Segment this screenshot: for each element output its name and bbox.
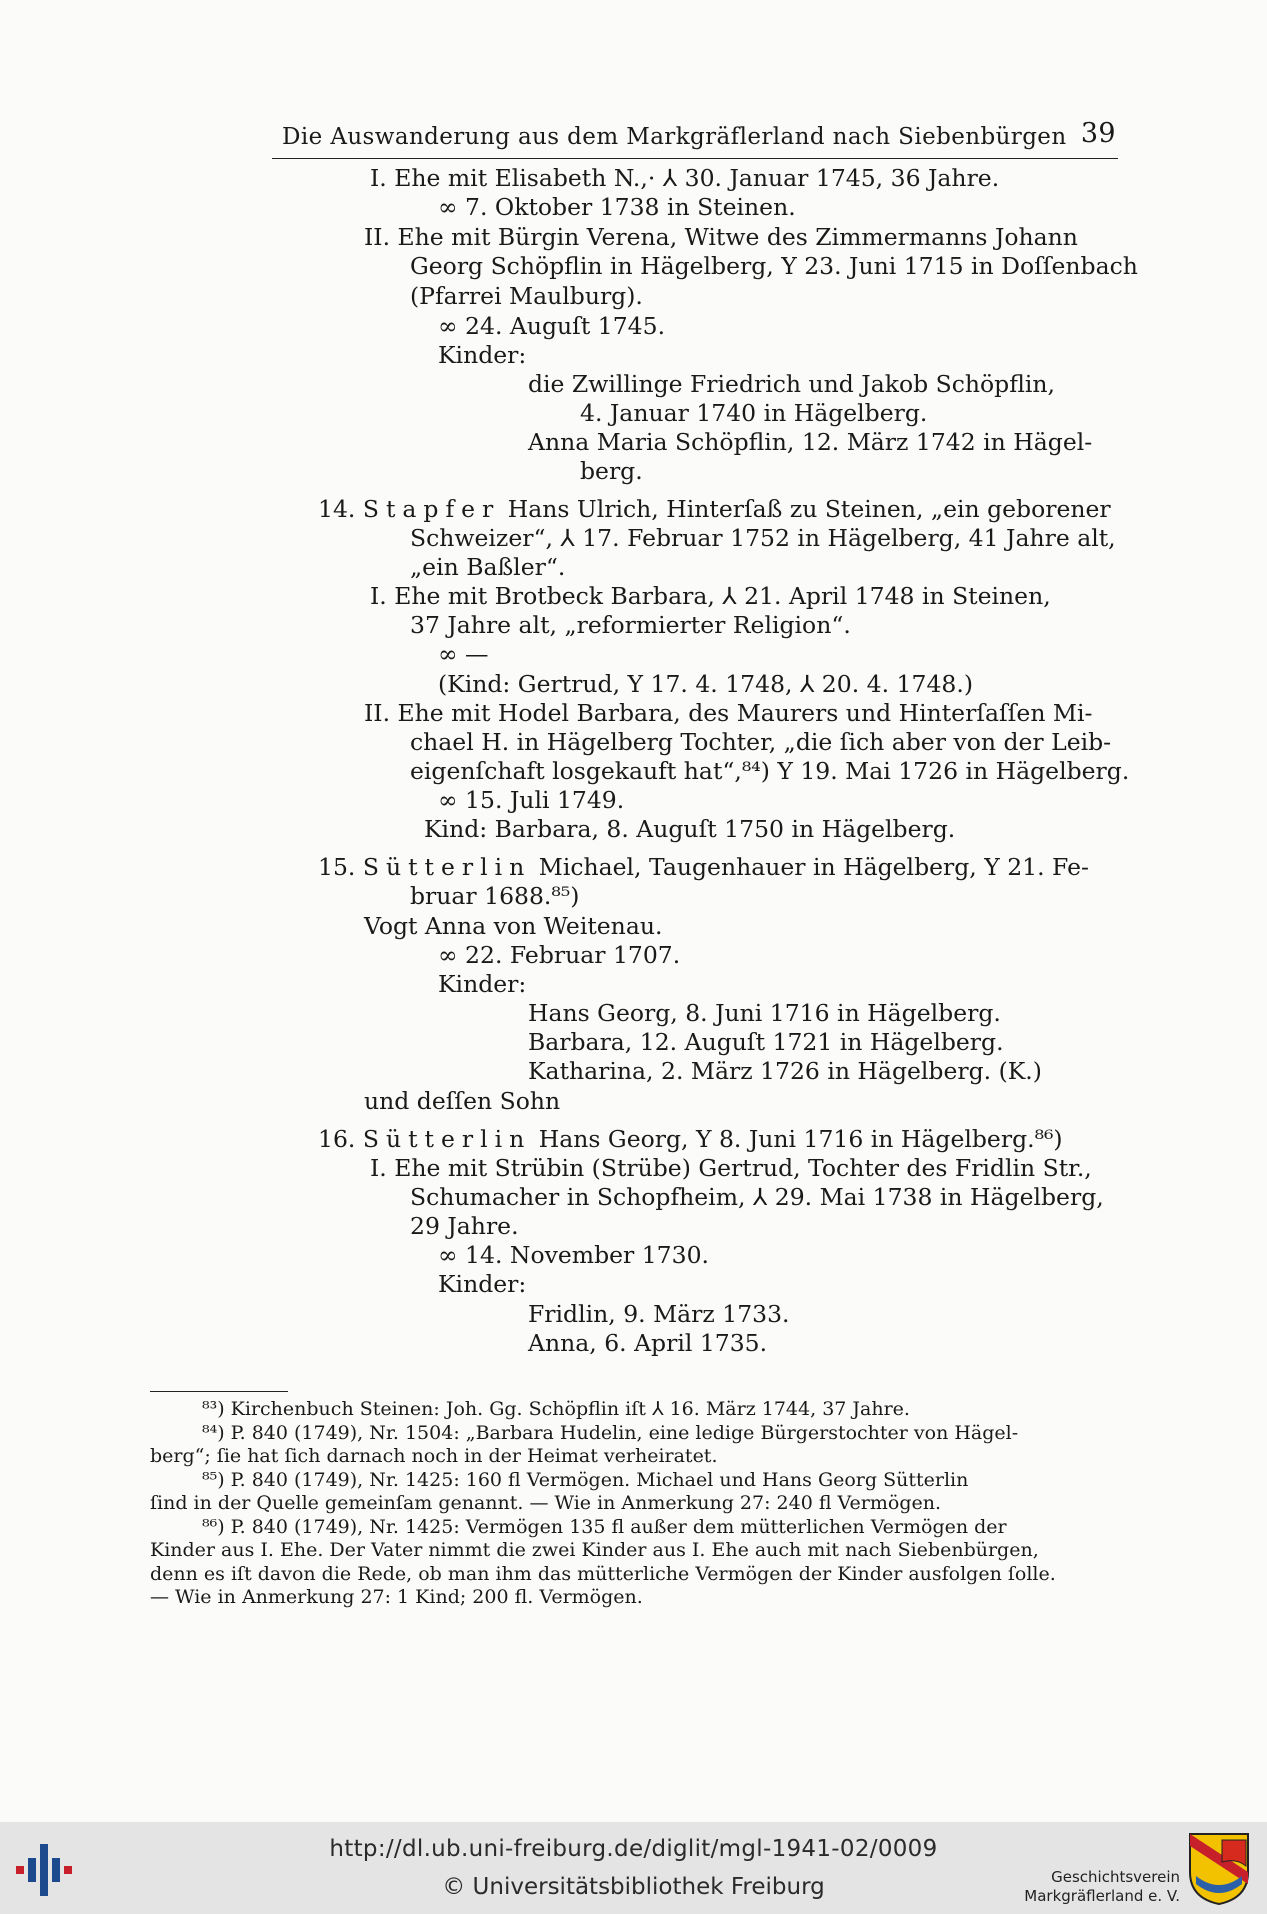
footnote-line: denn es iſt davon die Rede, ob man ihm das mütterliche Vermögen der Kinder ausfolgen ſolle. — [150, 1563, 1056, 1585]
text-line: Kinder: — [438, 1270, 527, 1298]
text-line: chael H. in Hägelberg Tochter, „die ſich aber von der Leib- — [410, 728, 1112, 756]
running-title: Die Auswanderung aus dem Markgräflerland nach Siebenbürgen — [282, 124, 1067, 150]
text-line: (Kind: Gertrud, Y 17. 4. 1748, ⅄ 20. 4. 1748.) — [438, 670, 973, 698]
footnote-line: — Wie in Anmerkung 27: 1 Kind; 200 fl. Vermögen. — [150, 1586, 643, 1608]
markgraeflerland-crest-icon[interactable] — [1188, 1832, 1250, 1906]
text-line: Barbara, 12. Auguſt 1721 in Hägelberg. — [528, 1028, 1004, 1056]
text-line: I. Ehe mit Strübin (Strübe) Gertrud, Tochter des Fridlin Str., — [370, 1154, 1092, 1182]
text-line: II. Ehe mit Hodel Barbara, des Maurers und Hinterſaſſen Mi- — [364, 699, 1093, 727]
spaced-surname: Sütterlin — [362, 853, 532, 881]
document-url-link[interactable]: http://dl.ub.uni-freiburg.de/diglit/mgl-1941-02/0009 — [329, 1836, 938, 1862]
text-line: I. Ehe mit Brotbeck Barbara, ⅄ 21. April 1748 in Steinen, — [370, 582, 1051, 610]
organization-line-2: Markgräflerland e. V. — [1024, 1887, 1180, 1905]
text-line: (Pfarrei Maulburg). — [410, 282, 643, 310]
text-line: ∞ 22. Februar 1707. — [438, 941, 681, 969]
text-line: I. Ehe mit Elisabeth N.,· ⅄ 30. Januar 1745, 36 Jahre. — [370, 164, 1000, 192]
text-line: Katharina, 2. März 1726 in Hägelberg. (K.) — [528, 1057, 1042, 1085]
text-line: II. Ehe mit Bürgin Verena, Witwe des Zimmermanns Johann — [364, 223, 1078, 251]
text-line: Anna, 6. April 1735. — [528, 1329, 768, 1357]
footnote-line: Kinder aus I. Ehe. Der Vater nimmt die zwei Kinder aus I. Ehe auch mit nach Siebenbürgen, — [150, 1539, 1039, 1561]
text-line: ∞ 7. Oktober 1738 in Steinen. — [438, 193, 796, 221]
text-line: und deſſen Sohn — [364, 1087, 561, 1115]
page-number: 39 — [1080, 118, 1116, 149]
footnote-line: ⁸⁶) P. 840 (1749), Nr. 1425: Vermögen 135 fl außer dem mütterlichen Vermögen der — [202, 1516, 1007, 1538]
footnote-line: ſind in der Quelle gemeinſam genannt. — Wie in Anmerkung 27: 240 fl Vermögen. — [150, 1492, 941, 1514]
footnote-line: berg“; ſie hat ſich darnach noch in der Heimat verheiratet. — [150, 1445, 718, 1467]
text-line: ∞ 24. Auguſt 1745. — [438, 312, 666, 340]
text-line: 16. Sütterlin Hans Georg, Y 8. Juni 1716 in Hägelberg.⁸⁶) — [318, 1125, 1063, 1153]
running-head — [272, 118, 1118, 159]
text-line: 37 Jahre alt, „reformierter Religion“. — [410, 611, 851, 639]
text-line: 15. Sütterlin Michael, Taugenhauer in Hägelberg, Y 21. Fe- — [318, 853, 1089, 881]
footnote-line: ⁸³) Kirchenbuch Steinen: Joh. Gg. Schöpflin iſt ⅄ 16. März 1744, 37 Jahre. — [202, 1398, 910, 1420]
text-line: Anna Maria Schöpflin, 12. März 1742 in Hägel- — [528, 428, 1093, 456]
copyright-notice: © Universitätsbibliothek Freiburg — [442, 1874, 825, 1900]
text-line: Schumacher in Schopfheim, ⅄ 29. Mai 1738 in Hägelberg, — [410, 1183, 1104, 1211]
text-line: bruar 1688.⁸⁵) — [410, 882, 580, 910]
text-line: 29 Jahre. — [410, 1212, 519, 1240]
text-line: Kinder: — [438, 341, 527, 369]
text-line: Schweizer“, ⅄ 17. Februar 1752 in Hägelberg, 41 Jahre alt, — [410, 524, 1116, 552]
footnote-rule — [150, 1391, 288, 1392]
text-line: ∞ 15. Juli 1749. — [438, 786, 625, 814]
footnote-line: ⁸⁵) P. 840 (1749), Nr. 1425: 160 fl Vermögen. Michael und Hans Georg Sütterlin — [202, 1469, 969, 1491]
text-line: Hans Georg, 8. Juni 1716 in Hägelberg. — [528, 999, 1001, 1027]
text-line: ∞ — — [438, 640, 489, 668]
text-line: die Zwillinge Friedrich und Jakob Schöpflin, — [528, 370, 1056, 398]
spaced-surname: Sütterlin — [362, 1125, 532, 1153]
text-line: Fridlin, 9. März 1733. — [528, 1300, 790, 1328]
text-line: Vogt Anna von Weitenau. — [364, 912, 663, 940]
footnote-line: ⁸⁴) P. 840 (1749), Nr. 1504: „Barbara Hudelin, eine ledige Bürgerstochter von Hägel- — [202, 1422, 1019, 1444]
organization-name — [1020, 1868, 1180, 1906]
text-line: Kinder: — [438, 970, 527, 998]
text-line: eigenſchaft losgekauft hat“,⁸⁴) Y 19. Mai 1726 in Hägelberg. — [410, 757, 1130, 785]
text-line: Kind: Barbara, 8. Auguſt 1750 in Hägelberg. — [424, 815, 956, 843]
text-line: Georg Schöpflin in Hägelberg, Y 23. Juni 1715 in Doſſenbach — [410, 252, 1138, 280]
text-line: 14. Stapfer Hans Ulrich, Hinterſaß zu Steinen, „ein geborener — [318, 495, 1111, 523]
text-line: berg. — [580, 457, 643, 485]
text-line: „ein Baßler“. — [410, 553, 566, 581]
text-line: ∞ 14. November 1730. — [438, 1241, 709, 1269]
viewer-footer — [0, 1822, 1267, 1914]
organization-line-1: Geschichtsverein — [1051, 1868, 1180, 1886]
text-line: 4. Januar 1740 in Hägelberg. — [580, 399, 928, 427]
spaced-surname: Stapfer — [362, 495, 501, 523]
